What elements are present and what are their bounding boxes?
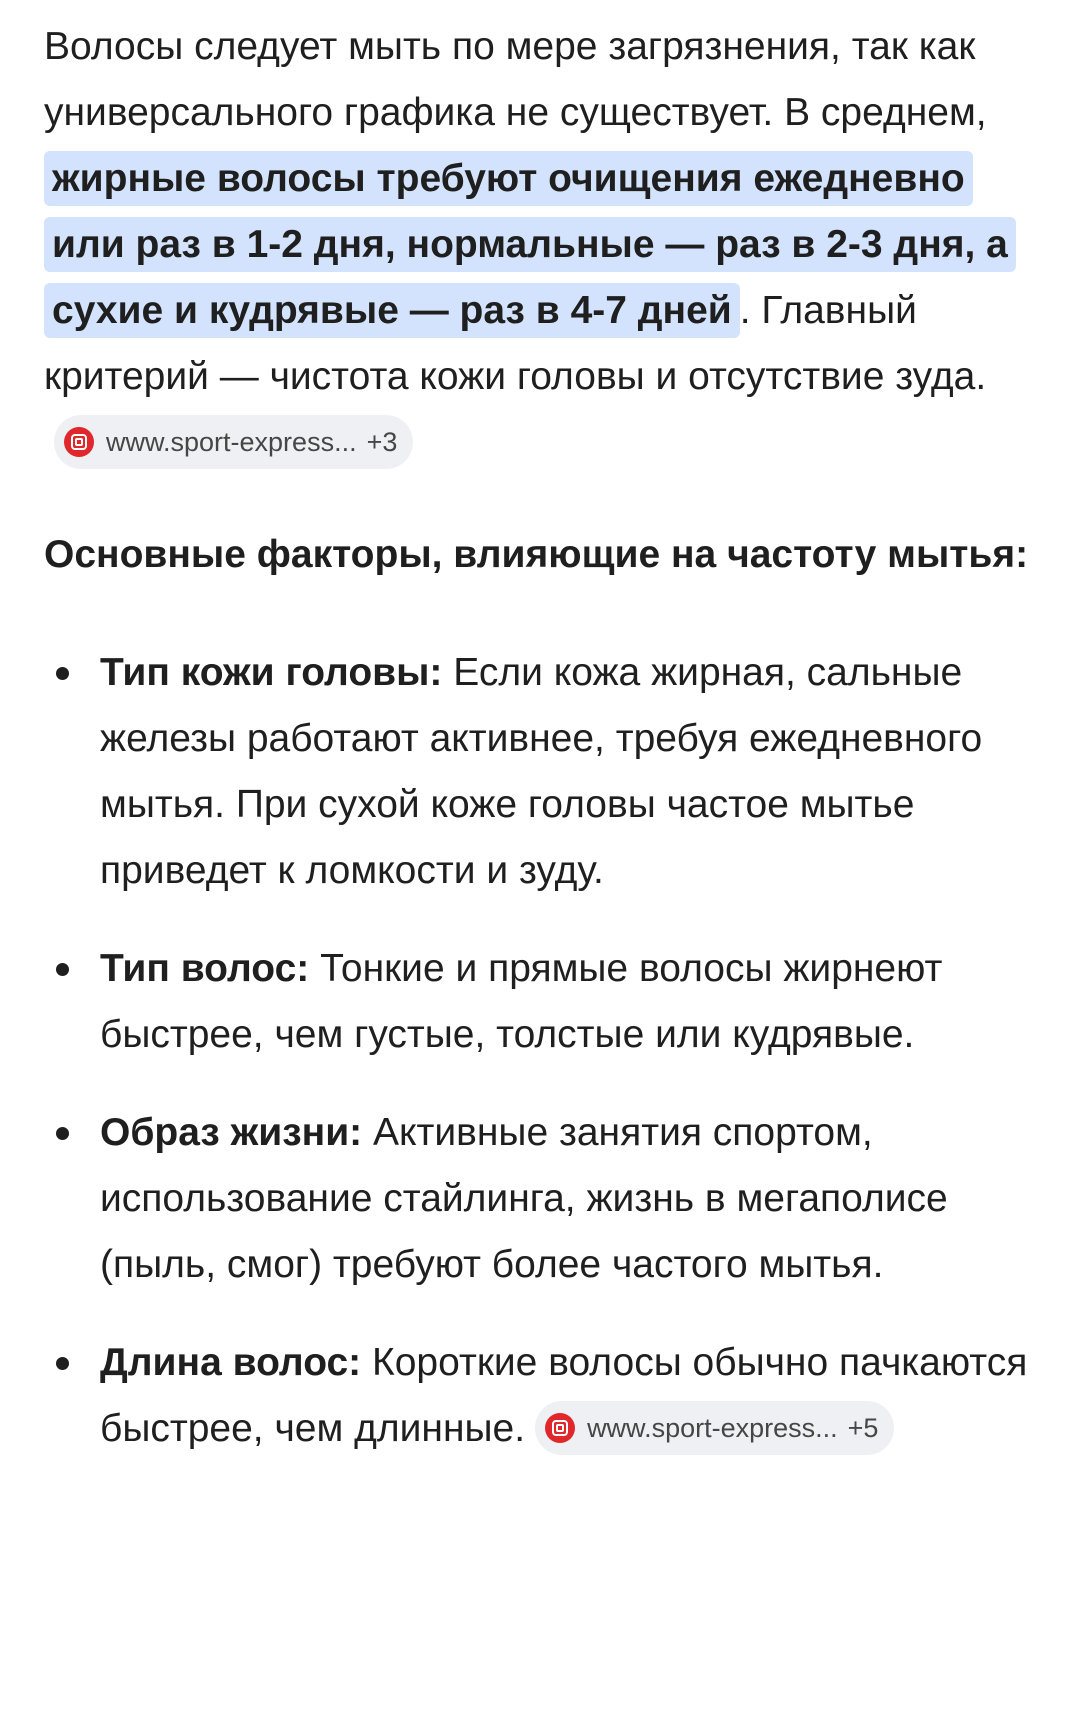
factor-term: Тип кожи головы: (100, 651, 443, 694)
bullet-icon (56, 963, 69, 976)
source-chip-count: +3 (366, 426, 398, 457)
section-heading: Основные факторы, влияющие на частоту мытья: (44, 533, 1029, 576)
source-chip-site: www.sport-express... (587, 1412, 838, 1443)
intro-text-after: . Главный критерий — чистота кожи головы и отсутствие зуда. (44, 289, 987, 398)
intro-text-before: Волосы следует мыть по мере загрязнения, так как универсального графика не существует. В среднем, (44, 25, 987, 134)
source-chip[interactable] (54, 415, 413, 469)
list-item (44, 1100, 1044, 1298)
factor-term: Тип волос: (100, 947, 310, 990)
sport-express-logo-icon (545, 1413, 575, 1443)
highlighted-answer: жирные волосы требуют очищения ежедневно или раз в 1-2 дня, нормальные — раз в 2-3 дня, а сухие и кудрявые — раз в 4-7 дней (44, 151, 1016, 338)
source-chip[interactable] (535, 1401, 894, 1455)
list-item (44, 1330, 1044, 1462)
bullet-icon (56, 667, 69, 680)
factor-term: Образ жизни: (100, 1111, 363, 1154)
source-chip-site: www.sport-express... (106, 426, 357, 457)
factor-text: Тонкие и прямые волосы жирнеют быстрее, чем густые, толстые или кудрявые. (100, 947, 943, 1056)
factors-list (44, 640, 1044, 1462)
factor-term: Длина волос: (100, 1341, 362, 1384)
list-item (44, 640, 1044, 904)
factor-text: Если кожа жирная, сальные железы работают активнее, требуя ежедневного мытья. При сухой коже головы частое мытье приведет к ломкости и зуду. (100, 651, 983, 892)
intro-paragraph (44, 14, 1044, 476)
factor-text: Короткие волосы обычно пачкаются быстрее, чем длинные. (100, 1341, 1028, 1450)
list-item (44, 936, 1044, 1068)
source-chip-count: +5 (847, 1412, 879, 1443)
bullet-icon (56, 1127, 69, 1140)
ai-answer-content (44, 14, 1044, 1494)
sport-express-logo-icon (64, 427, 94, 457)
factor-text: Активные занятия спортом, использование стайлинга, жизнь в мегаполисе (пыль, смог) требуют более частого мытья. (100, 1111, 948, 1286)
bullet-icon (56, 1357, 69, 1370)
